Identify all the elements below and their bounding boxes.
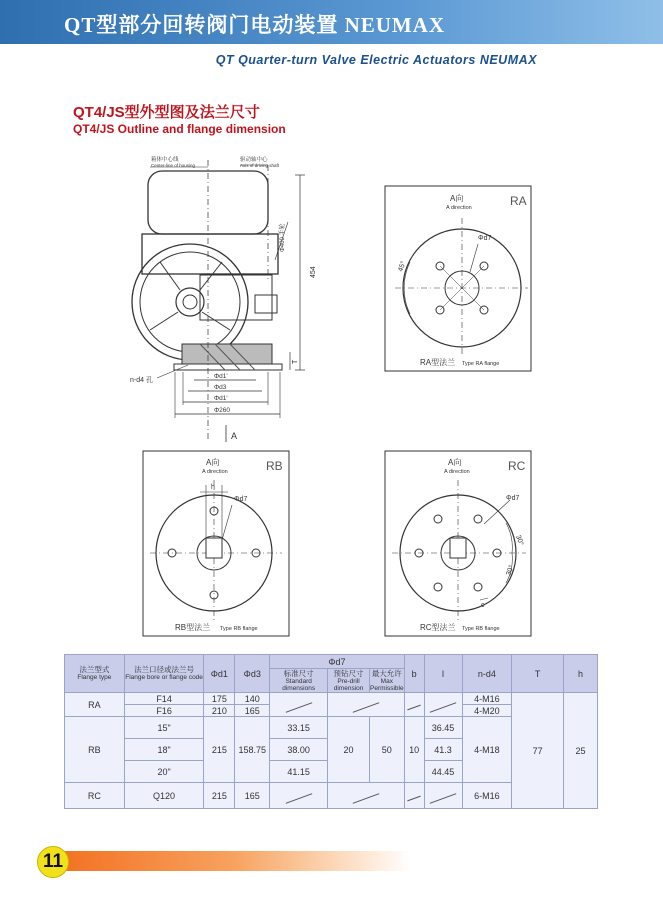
- rb-tag: RB: [266, 459, 283, 473]
- view-rb: [143, 451, 289, 636]
- ra-caption-cn: RA型法兰: [420, 358, 456, 367]
- ra-dir-en: A direction: [446, 205, 472, 211]
- outline-label-A: A: [231, 431, 238, 441]
- na-cell: [270, 693, 328, 717]
- rc-angle-1: 30°: [514, 534, 525, 547]
- table-row-ra-2: F16 210 165 4-M20: [65, 705, 598, 717]
- section-title-en: QT4/JS Outline and flange dimension: [73, 122, 286, 136]
- na-cell: [404, 783, 424, 809]
- rc-dir-cn: A向: [448, 458, 462, 467]
- col-d7: Φd7: [270, 655, 404, 669]
- outline-label-nd4: n-d4 孔: [130, 377, 153, 384]
- rc-dir-en: A direction: [444, 469, 470, 475]
- view-ra: [385, 186, 531, 371]
- section-title-cn: QT4/JS型外型图及法兰尺寸: [73, 104, 260, 121]
- na-cell: [328, 783, 405, 809]
- col-b: b: [404, 655, 424, 693]
- col-l: l: [424, 655, 462, 693]
- view-rc: [385, 451, 531, 636]
- col-d7-max: 最大允许 Max Permissible: [370, 668, 404, 692]
- col-h: h: [564, 655, 598, 693]
- rb-dir-en: A direction: [202, 469, 228, 475]
- outline-label-260: Φ260: [214, 407, 231, 414]
- rb-caption-cn: RB型法兰: [175, 623, 211, 632]
- ra-dir-cn: A向: [450, 194, 464, 203]
- na-cell: [424, 693, 462, 717]
- outline-label-housing-en: Center-line of housing: [151, 163, 196, 168]
- rc-caption-cn: RC型法兰: [420, 623, 456, 632]
- rc-caption-en: Type RB flange: [462, 626, 500, 632]
- na-cell: [328, 693, 405, 717]
- rc-tag: RC: [508, 459, 526, 473]
- outline-label-d1b: Φd1': [214, 395, 228, 402]
- col-d7-std: 标准尺寸 Standard dimensions: [270, 669, 328, 693]
- table-row-rc: RC Q120 215 165 6-M16: [65, 783, 598, 809]
- col-d3: Φd3: [235, 655, 270, 693]
- col-type: 法兰型式 Flange type: [65, 655, 125, 693]
- flange-spec-table: [64, 654, 598, 809]
- rb-caption-en: Type RB flange: [220, 626, 258, 632]
- table-row-rb-2: 18" 38.00 41.3: [65, 739, 598, 761]
- rc-d7: Φd7: [506, 495, 520, 502]
- col-T: T: [512, 655, 564, 693]
- header-subtitle: QT Quarter-turn Valve Electric Actuators NEUMAX: [215, 53, 537, 67]
- table-row-ra-1: RA F14 175 140 4-M16 77 25: [65, 693, 598, 705]
- na-cell: [270, 783, 328, 809]
- outline-label-housing-cn: 箱体中心线: [151, 157, 179, 163]
- outline-label-T: T: [292, 359, 299, 364]
- outline-label-handwheel: Φ400 手轮: [280, 223, 286, 252]
- outline-label-d1: Φd1': [214, 373, 228, 380]
- col-d1: Φd1: [204, 655, 235, 693]
- outline-label-shaft-cn: 驱动轴中心: [240, 157, 268, 163]
- col-bore: 法兰口径或法兰号 Flange bore or flange code: [124, 655, 204, 693]
- table-row-rb-3: 20" 41.15 44.45: [65, 761, 598, 783]
- outline-label-shaft-en: Axis of driving shaft: [240, 163, 280, 168]
- ra-d7: Φd7: [478, 235, 492, 242]
- rc-angle-2: 30°: [505, 564, 516, 577]
- na-cell: [424, 783, 462, 809]
- header-title: QT型部分回转阀门电动装置 NEUMAX: [64, 13, 446, 37]
- ra-caption-en: Type RA flange: [462, 361, 500, 367]
- outline-label-height: 454: [310, 266, 317, 278]
- table-row-rb-1: RB 15" 215 158.75 33.15 20 50 10 36.45 4-M18: [65, 717, 598, 739]
- ra-tag: RA: [510, 194, 527, 208]
- col-d7-pre: 预钻尺寸 Pre-drill dimension: [328, 669, 370, 693]
- ra-angle: 45°: [397, 260, 408, 273]
- page-number: 11: [37, 846, 69, 878]
- rb-dir-cn: A向: [206, 458, 220, 467]
- rb-d7: Φd7: [234, 496, 248, 503]
- rc-c: c: [481, 602, 485, 609]
- col-nd4: n-d4: [462, 655, 512, 693]
- na-cell: [404, 693, 424, 717]
- outline-label-d3: Φd3: [214, 384, 227, 391]
- rb-h: h: [211, 484, 215, 491]
- footer-bar: [56, 851, 411, 871]
